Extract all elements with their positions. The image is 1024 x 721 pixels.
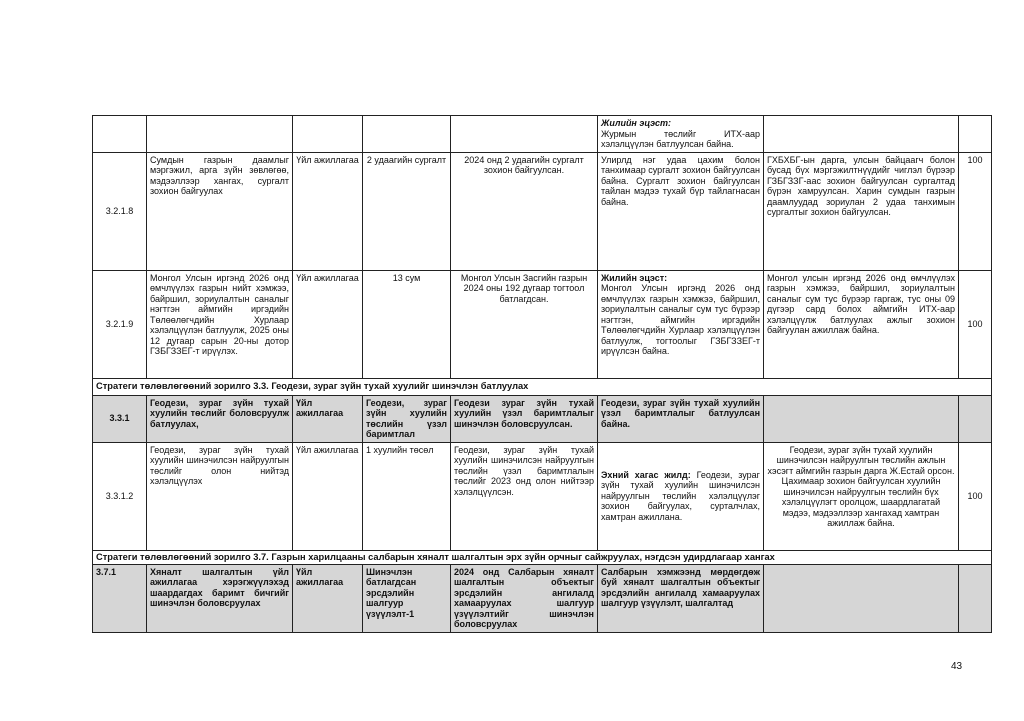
goal-header-row — [93, 550, 992, 564]
type-cell: Үйл ажиллагаа — [293, 270, 363, 378]
row-number: 3.2.1.8 — [93, 152, 147, 270]
goal-header-row — [93, 378, 992, 395]
goal-header: Стратеги төлөвлөгөөний зорилго 3.3. Геодези, зураг зүйн тухай хуулийг шинэчлэн батлуулах — [93, 378, 992, 395]
table-row — [93, 442, 992, 550]
task-cell: Геодези, зураг зүйн тухай хуулийн төслийг боловсруулж батлуулах, — [147, 395, 293, 442]
baseline-cell: Геодези зураг зүйн тухай хуулийн үзэл баримтлалыг шинэчлэн боловсруулсан. — [451, 395, 598, 442]
page-number: 43 — [951, 661, 963, 672]
score-cell: 100 — [959, 442, 992, 550]
goal-header: Стратеги төлөвлөгөөний зорилго 3.7. Газрын харилцааны салбарын хяналт шалгалтын эрх зүйн орчныг сайжруулах, нэгдсэн удирдлагаар хангах — [93, 550, 992, 564]
task-cell: Монгол Улсын иргэнд 2026 онд өмчлүүлэх газрын нийт хэмжээ, байршил, зориулалтын саналыг нэгтгэн аймгийн иргэдийн Төлөөлөгчдийн Хурлаар хэлэлцүүлэн батлуулж, 2025 оны 12 дугаар сарын 20-ны дотор ГЗБГЗЗЕГ-т ирүүлэх. — [147, 270, 293, 378]
type-cell: Үйл ажиллагаа — [293, 152, 363, 270]
indicator-cell: Геодези, зураг зүйн хуулийн төслийн үзэл баримтлал — [363, 395, 451, 442]
table-row — [93, 116, 992, 153]
row-number: 3.2.1.9 — [93, 270, 147, 378]
table-row — [93, 270, 992, 378]
row-number: 3.7.1 — [93, 564, 147, 632]
baseline-cell: 2024 онд 2 удаагийн сургалт зохион байгуулсан. — [451, 152, 598, 270]
indicator-cell: 2 удаагийн сургалт — [363, 152, 451, 270]
table-row — [93, 152, 992, 270]
baseline-cell: Монгол Улсын Засгийн газрын 2024 оны 192 дугаар тогтоол батлагдсан. — [451, 270, 598, 378]
score-cell: 100 — [959, 152, 992, 270]
baseline-cell: Геодези, зураг зүйн тухай хуулийн шинэчилсэн найруулгын төслийн үзэл баримтлалын төслийг 2023 онд олон нийтээр хэлэлцүүлсэн. — [451, 442, 598, 550]
indicator-cell: 13 сум — [363, 270, 451, 378]
task-cell: Сумдын газрын даамлыг мэргэжил, арга зүйн зөвлөгөө, мэдээллээр хангах, сургалт зохион байгуулах — [147, 152, 293, 270]
table-row — [93, 395, 992, 442]
row-number: 3.3.1 — [93, 395, 147, 442]
target-cell: Эхний хагас жилд: Геодези, зураг зүйн тухай хуулийн шинэчилсэн найруулгын төслийн хэлэлцүүлэг зохион байгуулах, сурталчлах, хамтран ажиллана. — [598, 442, 764, 550]
performance-cell: Геодези, зураг зүйн тухай хуулийн шинэчилсэн найруулгын төслийн ажлын хэсэгт аймгийн газрын дарга Ж.Естай орсон. Цахимаар зохион байгуулсан хуулийн шинэчилсэн найруулгын төслийн бүх хэлэлцүүлэгт оролцож, шаардлагатай мэдээ, мэдээллээр хангахад хамтран ажиллаж байна. — [764, 442, 959, 550]
type-cell: Үйл ажиллагаа — [293, 395, 363, 442]
task-cell: Хяналт шалгалтын үйл ажиллагаа хэрэгжүүлэхэд шаардагдах баримт бичгийг шинэчлэн боловсруулах — [147, 564, 293, 632]
table-row — [93, 564, 992, 632]
type-cell: Үйл ажиллагаа — [293, 564, 363, 632]
target-cell: Жилийн эцэст: Журмын төслийг ИТХ-аар хэлэлцүүлэн батлуулсан байна. — [598, 116, 764, 153]
performance-cell: ГХБХБГ-ын дарга, улсын байцаагч болон бусад бүх мэргэжилтнүүдийг чиглэл бүрээр ГЗБГЗЗГ-аас зохион байгуулсан сургалтад бүрэн хамруулсан. Харин сумдын газрын даамлуудад зориулан 2 удаа танхимын сургалтыг зохион байгуулсан. — [764, 152, 959, 270]
target-cell: Геодези, зураг зүйн тухай хуулийн үзэл баримтлалыг батлуулсан байна. — [598, 395, 764, 442]
task-cell: Геодези, зураг зүйн тухай хуулийн шинэчилсэн найруулгын төслийг олон нийтэд хэлэлцүүлэх — [147, 442, 293, 550]
baseline-cell: 2024 онд Салбарын хяналт шалгалтын объектыг эрсдэлийн ангилалд хамааруулах шалгуур үзүүлэлтийг шинэчлэн боловсруулах — [451, 564, 598, 632]
target-cell: Салбарын хэмжээнд мөрдөгдөж буй хяналт шалгалтын объектыг эрсдэлийн ангилалд хамааруулах шалгуур үзүүлэлт, шалгалтад — [598, 564, 764, 632]
row-number: 3.3.1.2 — [93, 442, 147, 550]
target-cell: Жилийн эцэст: Монгол Улсын иргэнд 2026 онд өмчлүүлэх газрын хэмжээ, байршил, зориулалтын саналыг сум тус бүрээр нэгтгэн, аймгийн иргэдийн Төлөөлөгчдийн Хурлаар хэлэлцүүлэн батлуулж, тогтоолыг ГЗБГЗЗЕГ-т ирүүлсэн байна. — [598, 270, 764, 378]
score-cell: 100 — [959, 270, 992, 378]
performance-cell: Монгол улсын иргэнд 2026 онд өмчлүүлэх газрын хэмжээ, байршил, зориулалтын саналыг сум тус бүрээр гаргаж, тус оны 09 дүгээр сард болох аймгийн ИТХ-аар хэлэлцүүлж батлуулах ажлыг зохион байгуулан ажиллаж байна. — [764, 270, 959, 378]
report-table — [92, 115, 992, 633]
indicator-cell: 1 хуулийн төсөл — [363, 442, 451, 550]
target-cell: Улирлд нэг удаа цахим болон танхимаар сургалт зохион байгуулсан байна. Сургалт зохион байгуулсан тайлан мэдээ тухай бүр тайлагнасан байна. — [598, 152, 764, 270]
indicator-cell: Шинэчлэн батлагдсан эрсдэлийн шалгуур үзүүлэлт-1 — [363, 564, 451, 632]
type-cell: Үйл ажиллагаа — [293, 442, 363, 550]
